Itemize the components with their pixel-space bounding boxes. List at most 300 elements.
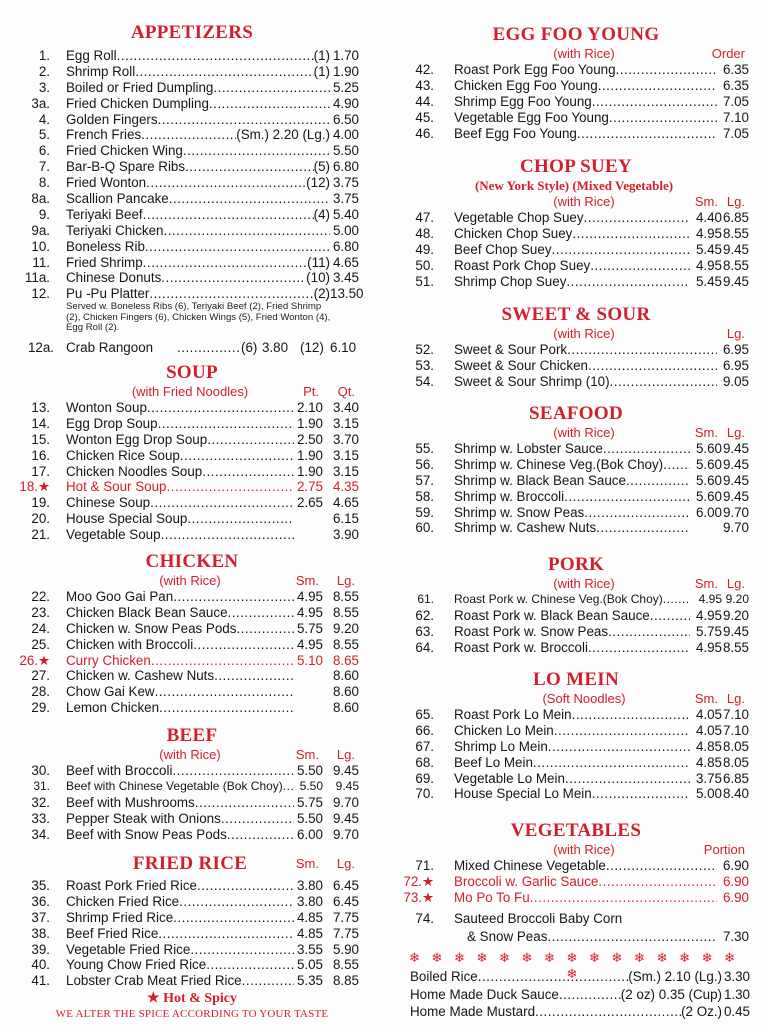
menu-item[interactable] <box>384 755 768 771</box>
menu-item[interactable] <box>0 684 384 700</box>
item-name: Egg Roll <box>66 48 117 63</box>
item-name: Beef Lo Mein <box>454 754 533 770</box>
item-desc <box>66 511 294 527</box>
item-name: House Special Lo Mein <box>454 786 592 802</box>
item-desc <box>454 226 690 242</box>
menu-item[interactable] <box>384 226 768 242</box>
menu-item[interactable] <box>0 926 384 942</box>
menu-item[interactable] <box>0 400 384 416</box>
section-title: SEAFOOD <box>529 403 623 424</box>
pork-section <box>384 554 768 656</box>
item-number: 41. <box>31 973 50 989</box>
item-number: 38. <box>31 925 50 941</box>
item-price: 9.45 <box>335 778 359 793</box>
leader-dots <box>117 48 314 64</box>
item-desc <box>454 608 690 624</box>
item-desc <box>66 589 294 605</box>
item-desc <box>66 80 330 96</box>
item-name: Pu -Pu Platter <box>66 286 150 302</box>
menu-item[interactable] <box>0 416 384 432</box>
vegetables-section <box>384 820 768 906</box>
item-desc <box>454 374 717 390</box>
menu-item[interactable] <box>384 858 768 874</box>
item-price: 8.65 <box>332 652 359 668</box>
item-desc <box>454 342 717 358</box>
item-price: 8.05 <box>722 754 749 770</box>
menu-item[interactable] <box>0 605 384 621</box>
item-number: 30. <box>31 763 50 778</box>
menu-item[interactable] <box>0 270 384 286</box>
menu-item[interactable] <box>0 432 384 448</box>
hot-spicy-legend: ★ Hot & Spicy <box>147 991 237 1006</box>
menu-item[interactable] <box>0 511 384 527</box>
leader-dots <box>161 270 306 286</box>
item-number: 9a. <box>31 222 50 238</box>
item-desc <box>454 441 690 457</box>
menu-item[interactable] <box>0 464 384 480</box>
item-desc <box>66 48 330 64</box>
item-price: 4.90 <box>332 95 359 111</box>
leader-dots <box>242 973 294 989</box>
item-name: Home Made Duck Sauce <box>410 986 559 1002</box>
menu-item[interactable] <box>0 175 384 191</box>
item-desc <box>454 592 690 608</box>
leader-dots <box>603 441 690 457</box>
menu-item[interactable] <box>384 210 768 226</box>
size-header-large: Lg. <box>726 576 745 591</box>
item-number: 64. <box>415 639 434 655</box>
item-name: Curry Chicken <box>66 652 151 668</box>
item-number: 61. <box>417 592 434 606</box>
item-desc <box>454 739 690 755</box>
menu-item[interactable] <box>0 448 384 464</box>
item-desc <box>66 191 330 207</box>
section-subheader <box>384 576 768 592</box>
item-price: 4.65 <box>332 495 359 511</box>
item-number: 26.★ <box>19 652 50 668</box>
item-name: Beef with Snow Peas Pods <box>66 826 227 842</box>
item-name: Scallion Pancake <box>66 191 169 207</box>
item-name: Vegetable Chop Suey <box>454 210 584 225</box>
menu-item[interactable] <box>384 126 768 142</box>
item-desc <box>454 78 717 94</box>
leader-dots <box>609 110 717 126</box>
menu-item[interactable] <box>384 520 768 536</box>
item-desc <box>66 795 294 811</box>
menu-item[interactable] <box>0 795 384 811</box>
menu-item[interactable] <box>384 624 768 640</box>
item-number: 6. <box>38 143 50 159</box>
item-price-small: 5.35 <box>296 973 323 989</box>
item-price-small: 5.10 <box>296 652 323 668</box>
item-price-small: 4.05 <box>695 707 722 722</box>
chop-suey-section <box>384 156 768 289</box>
item-name: Crab Rangoon <box>66 340 154 355</box>
leader-dots <box>535 1003 681 1021</box>
item-name: Chicken Noodles Soup <box>66 463 203 479</box>
item-number: 57. <box>415 472 434 488</box>
section-subheader <box>384 691 768 707</box>
leader-dots <box>143 207 314 223</box>
section-subtitle: (with Fried Noodles) <box>131 384 249 399</box>
extra-item[interactable] <box>384 1003 768 1021</box>
item-price: 5.40 <box>332 206 359 222</box>
item-name: Fried Chicken Wing <box>66 143 183 159</box>
menu-item[interactable] <box>0 286 384 302</box>
menu-item[interactable] <box>0 96 384 112</box>
item-qty: (Sm.) 2.10 (Lg.) <box>628 969 722 984</box>
item-number: 52. <box>415 342 434 357</box>
item-name: & Snow Peas <box>467 929 548 944</box>
menu-item[interactable] <box>0 191 384 207</box>
menu-item[interactable] <box>0 878 384 894</box>
item-number: 3a. <box>31 95 50 111</box>
item-price: 7.10 <box>722 707 749 722</box>
item-price: 7.75 <box>332 909 359 925</box>
menu-item[interactable] <box>0 159 384 175</box>
item-desc <box>66 64 330 80</box>
menu-item[interactable] <box>384 640 768 656</box>
item-name: Roast Pork w. Snow Peas <box>454 623 609 639</box>
item-name: Beef Egg Foo Young <box>454 125 577 141</box>
leader-dots <box>590 258 690 274</box>
menu-item[interactable] <box>0 621 384 637</box>
item-price: 6.80 <box>332 159 359 175</box>
item-desc <box>454 723 690 739</box>
size-header-small: Sm. <box>295 856 319 871</box>
item-number: 50. <box>415 257 434 273</box>
menu-item[interactable] <box>384 457 768 473</box>
item-desc <box>454 62 717 78</box>
item-name: Shrimp Lo Mein <box>454 738 548 754</box>
menu-item[interactable] <box>0 589 384 605</box>
item-number: 11. <box>32 254 50 270</box>
menu-item[interactable] <box>0 527 384 543</box>
leader-dots <box>169 191 330 207</box>
menu-item[interactable] <box>384 242 768 258</box>
item-number: 2. <box>38 63 50 79</box>
menu-item[interactable] <box>384 94 768 110</box>
menu-item[interactable] <box>384 258 768 274</box>
leader-dots <box>577 126 717 142</box>
item-number: 13. <box>31 400 50 415</box>
item-number: 15. <box>31 431 50 447</box>
menu-item[interactable] <box>0 255 384 271</box>
item-desc <box>66 827 294 843</box>
menu-item[interactable] <box>0 223 384 239</box>
item-number: 34. <box>31 826 50 842</box>
leader-dots <box>608 624 690 640</box>
item-price: 4.00 <box>332 127 359 143</box>
leader-dots <box>598 78 717 94</box>
menu-item-cont[interactable] <box>384 929 768 945</box>
leader-dots <box>552 242 690 258</box>
item-name: Beef with Mushrooms <box>66 794 195 810</box>
item-number: 73.★ <box>403 889 434 905</box>
size-header-small: Sm. <box>694 194 718 209</box>
menu-item[interactable] <box>384 890 768 906</box>
menu-item[interactable] <box>0 653 384 669</box>
item-desc <box>454 110 717 126</box>
menu-item[interactable] <box>0 668 384 684</box>
menu-item[interactable] <box>384 739 768 755</box>
item-number: 47. <box>415 210 434 225</box>
leader-dots <box>533 755 690 771</box>
item-price: 7.10 <box>722 722 749 738</box>
item-price-small: 3.80 <box>296 878 323 893</box>
item-desc <box>66 223 330 239</box>
item-number: 36. <box>31 893 50 909</box>
section-subtitle: (with Rice) <box>553 194 615 209</box>
item-name: Roast Pork Lo Mein <box>454 707 572 722</box>
item-number: 37. <box>31 909 50 925</box>
menu-item[interactable] <box>0 957 384 973</box>
menu-item[interactable] <box>0 910 384 926</box>
item-desc <box>66 207 330 223</box>
item-price: 9.70 <box>332 794 359 810</box>
item-number: 16. <box>31 447 50 463</box>
item-price: 6.90 <box>722 873 749 889</box>
leader-dots <box>147 400 294 416</box>
item-price: 6.35 <box>722 77 749 93</box>
extra-item[interactable] <box>384 968 768 986</box>
item-price: 3.75 <box>332 175 359 191</box>
item-number: 5. <box>38 127 50 143</box>
item-desc <box>66 286 330 302</box>
item-name: Teriyaki Beef <box>66 206 143 222</box>
item-desc <box>454 505 690 521</box>
section-subheader <box>384 842 768 858</box>
item-number: 28. <box>31 684 50 700</box>
item-number: 56. <box>415 456 434 472</box>
menu-item[interactable] <box>0 894 384 910</box>
menu-item[interactable] <box>0 80 384 96</box>
menu-item[interactable] <box>0 827 384 843</box>
menu-item[interactable] <box>384 62 768 78</box>
menu-item[interactable] <box>384 110 768 126</box>
menu-item[interactable] <box>384 473 768 489</box>
item-name: Chicken Egg Foo Young <box>454 77 598 93</box>
item-price: 8.55 <box>722 639 749 655</box>
item-number: 72.★ <box>403 873 434 889</box>
item-price: 6.80 <box>332 238 359 254</box>
menu-item[interactable] <box>384 911 768 927</box>
item-number: 40. <box>31 957 50 973</box>
menu-item[interactable] <box>384 723 768 739</box>
item-price: 7.05 <box>722 93 749 109</box>
item-name: Young Chow Fried Rice <box>66 957 207 973</box>
menu-item[interactable] <box>384 78 768 94</box>
item-name: Vegetable Soup <box>66 527 161 543</box>
spice-note: WE ALTER THE SPICE ACCORDING TO YOUR TASTE <box>55 1008 329 1020</box>
leader-dots <box>193 637 294 653</box>
item-number: 67. <box>415 738 434 754</box>
section-title: EGG FOO YOUNG <box>492 24 660 45</box>
menu-item[interactable] <box>384 441 768 457</box>
menu-item[interactable] <box>384 592 768 608</box>
item-price-small: 3.75 <box>695 770 722 786</box>
menu-item[interactable] <box>384 342 768 358</box>
item-price-small: 5.00 <box>695 786 722 802</box>
menu-item[interactable] <box>0 143 384 159</box>
item-desc <box>66 416 294 432</box>
section-subheader <box>0 384 384 400</box>
item-price: 9.20 <box>722 607 749 623</box>
item-name: Wonton Egg Drop Soup <box>66 431 208 447</box>
item-price: 6.95 <box>722 357 749 373</box>
item-price-small: 4.85 <box>296 909 323 925</box>
item-name: Shrimp w. Lobster Sauce <box>454 441 603 456</box>
item-number: 74. <box>415 911 434 926</box>
item-number: 17. <box>31 463 50 479</box>
item-desc <box>66 878 294 894</box>
item-number: 49. <box>415 241 434 257</box>
item-price: 4.65 <box>332 254 359 270</box>
menu-item[interactable] <box>0 811 384 827</box>
item-name: Vegetable Lo Mein <box>454 770 565 786</box>
item-name: Fried Wonton <box>66 175 147 191</box>
leader-dots <box>143 255 308 271</box>
item-desc <box>454 126 717 142</box>
leader-dots <box>548 739 690 755</box>
leader-dots <box>145 239 330 255</box>
item-name: Chicken Lo Mein <box>454 722 554 738</box>
menu-item[interactable] <box>0 779 384 795</box>
menu-item[interactable] <box>384 489 768 505</box>
item-price: 6.85 <box>722 210 749 225</box>
item-desc <box>66 653 294 669</box>
item-price: 7.10 <box>722 109 749 125</box>
item-desc <box>66 175 330 191</box>
menu-item[interactable] <box>384 608 768 624</box>
section-subheader <box>0 573 384 589</box>
item-number: 25. <box>31 636 50 652</box>
leader-dots <box>227 827 294 843</box>
egg-foo-young-section <box>384 24 768 141</box>
leader-dots <box>146 175 306 191</box>
item-price: 9.70 <box>722 504 749 520</box>
leader-dots <box>159 700 294 716</box>
item-name: Chicken w. Cashew Nuts <box>66 668 215 684</box>
item-desc <box>66 527 294 543</box>
item-price-small: 4.85 <box>695 738 722 754</box>
section-list <box>0 878 384 989</box>
item-name: Egg Drop Soup <box>66 415 158 431</box>
menu-item[interactable] <box>384 274 768 290</box>
item-number: 4. <box>38 111 50 127</box>
section-title: VEGETABLES <box>510 820 642 841</box>
item-price-small: 4.95 <box>695 257 722 273</box>
menu-item[interactable] <box>0 495 384 511</box>
item-desc <box>66 926 294 942</box>
item-price-small: 5.05 <box>296 957 323 973</box>
leader-dots <box>195 795 294 811</box>
item-price-small: 4.95 <box>296 589 323 604</box>
item-qty: (10) <box>306 270 330 286</box>
item-number: 7. <box>38 159 50 175</box>
menu-item[interactable] <box>0 64 384 80</box>
item-price-small: 5.50 <box>296 763 323 778</box>
item-number: 39. <box>31 941 50 957</box>
leader-dots <box>202 464 294 480</box>
item-number: 8. <box>38 175 50 191</box>
item-number: 58. <box>415 488 434 504</box>
menu-item[interactable] <box>0 207 384 223</box>
menu-item[interactable] <box>0 763 384 779</box>
leader-dots <box>565 771 690 787</box>
item-price-small: 5.50 <box>296 810 323 826</box>
leader-dots <box>167 479 295 495</box>
item-name: Boiled or Fried Dumpling <box>66 79 214 95</box>
seafood-section <box>384 403 768 536</box>
item-name: Beef Fried Rice <box>66 925 159 941</box>
item-name: Beef with Chinese Vegetable (Bok Choy) <box>66 778 283 793</box>
section-subheader <box>384 46 768 62</box>
menu-item[interactable] <box>0 637 384 653</box>
leader-dots <box>598 874 717 890</box>
menu-item[interactable] <box>0 112 384 128</box>
menu-item[interactable] <box>384 358 768 374</box>
item-name: Sauteed Broccoli Baby Corn <box>454 911 623 926</box>
item-name: Sweet & Sour Chicken <box>454 357 588 373</box>
item-desc <box>66 779 294 795</box>
menu-item[interactable] <box>384 771 768 787</box>
leader-dots <box>236 621 294 637</box>
menu-item[interactable] <box>384 505 768 521</box>
size-header-large: Lg. <box>726 194 745 209</box>
item-number: 23. <box>31 604 50 620</box>
menu-item[interactable] <box>0 942 384 958</box>
item-price: 1.30 <box>723 986 750 1002</box>
section-subheader <box>0 856 384 872</box>
menu-item[interactable] <box>0 340 384 356</box>
menu-item[interactable] <box>0 973 384 989</box>
menu-item[interactable] <box>384 707 768 723</box>
menu-item[interactable] <box>0 479 384 495</box>
item-name: Shrimp w. Broccoli <box>454 488 565 504</box>
item-number: 29. <box>31 700 50 716</box>
menu-item[interactable] <box>384 874 768 890</box>
menu-item[interactable] <box>384 374 768 390</box>
beef-section <box>0 725 384 842</box>
menu-item[interactable] <box>0 700 384 716</box>
menu-item[interactable] <box>384 786 768 802</box>
item-name: Chicken w. Snow Peas Pods <box>66 620 237 636</box>
item-name: Chicken with Broccoli <box>66 636 194 652</box>
item-name: Lobster Crab Meat Fried Rice <box>66 973 242 989</box>
item-price-small: 4.95 <box>695 607 722 623</box>
item-number: 24. <box>31 620 50 636</box>
item-desc <box>66 973 294 989</box>
fried-rice-section <box>0 853 384 989</box>
leader-dots <box>572 226 690 242</box>
leader-dots <box>588 358 717 374</box>
item-price: 6.35 <box>722 62 749 77</box>
size-header-large: Lg. <box>726 691 745 706</box>
menu-item[interactable] <box>0 48 384 64</box>
item-price: 9.45 <box>722 472 749 488</box>
item-number: 71. <box>415 858 434 873</box>
item-number: 65. <box>415 707 434 722</box>
leader-dots <box>596 520 690 536</box>
item-price-small: 1.90 <box>296 415 323 431</box>
menu-item[interactable] <box>0 239 384 255</box>
menu-item[interactable] <box>0 127 384 143</box>
item-price: 6.85 <box>722 770 749 786</box>
extra-item[interactable] <box>384 986 768 1004</box>
item-price-small: 2.50 <box>296 431 323 447</box>
item-desc <box>454 489 690 505</box>
